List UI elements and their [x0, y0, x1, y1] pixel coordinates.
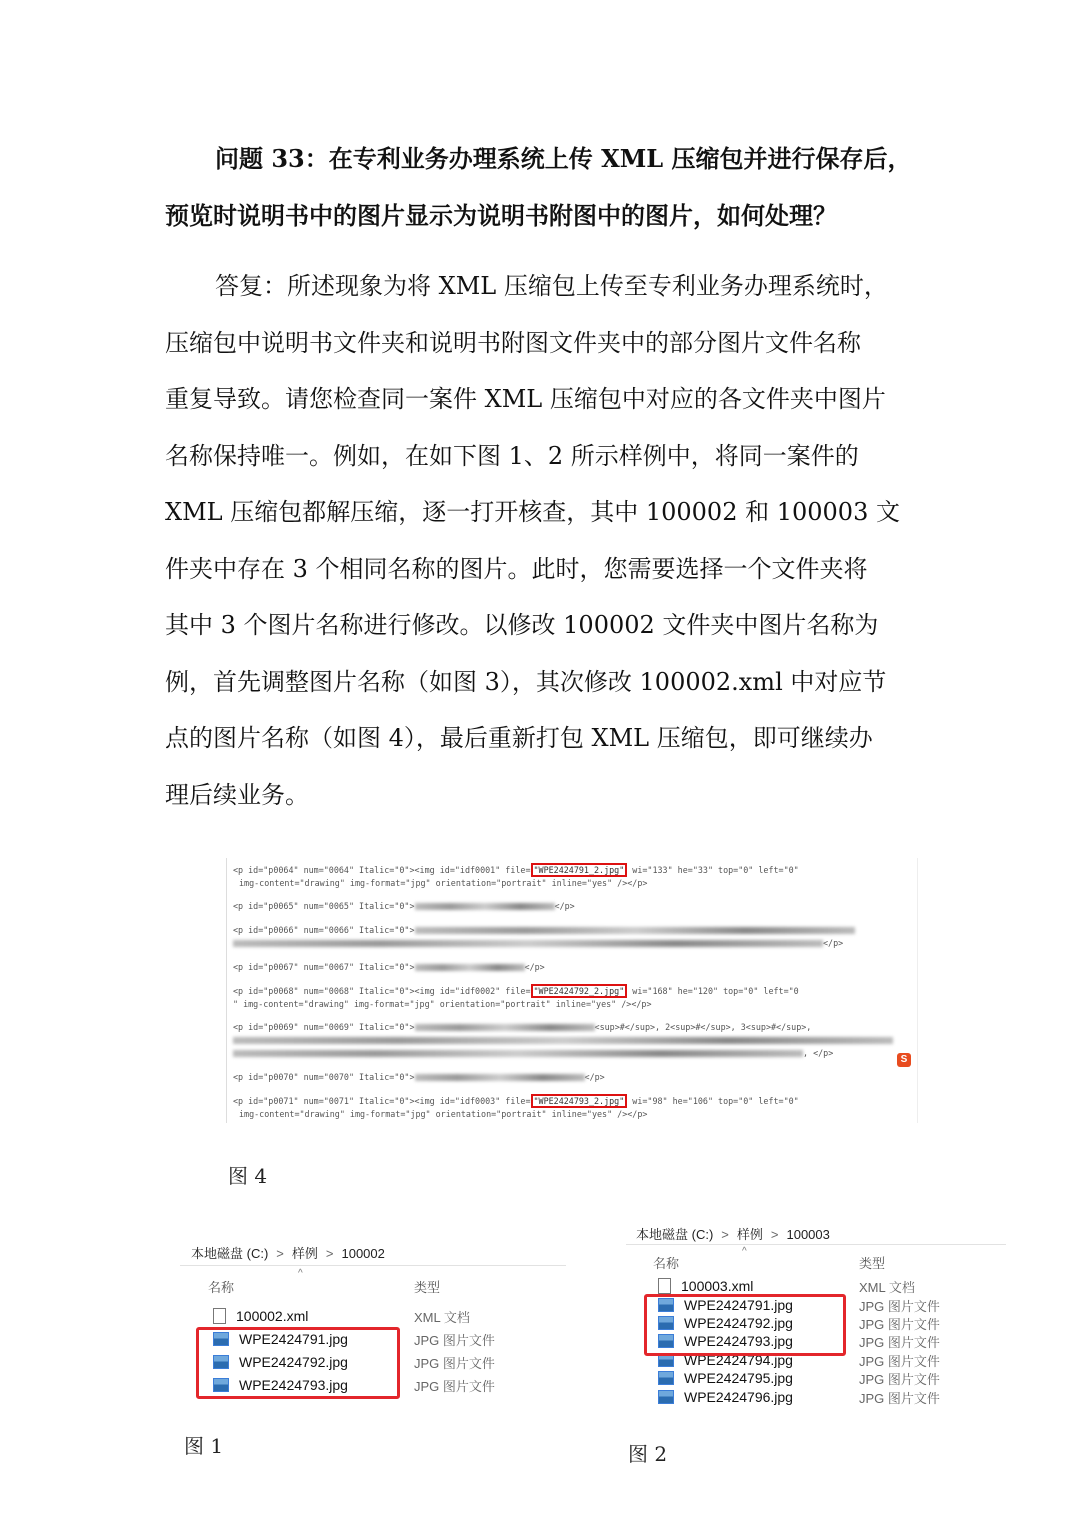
file-type: JPG 图片文件 [859, 1390, 940, 1406]
file-type: JPG 图片文件 [859, 1371, 940, 1387]
figure-caption: 图 4 [228, 1164, 268, 1188]
chevron-right-icon: > [276, 1246, 284, 1261]
file-name: WPE2424794.jpg [684, 1352, 793, 1368]
breadcrumb-item[interactable]: 100002 [341, 1246, 385, 1261]
file-row[interactable] [658, 1387, 793, 1407]
file-name: WPE2424791.jpg [239, 1331, 348, 1347]
code-line: <p id="p0071" num="0071" Italic="0"><img id="idf0003" file= "WPE2424793_2.jpg" wi="98" he="106" top="0" left="0" [233, 1096, 799, 1106]
sogou-ime-icon: S [897, 1053, 911, 1067]
chevron-right-icon: > [770, 1227, 779, 1242]
figure-caption: 图 1 [184, 1434, 224, 1458]
code-line: <p id="p0064" num="0064" Italic="0"><img id="idf0001" file= "WPE2424791_2.jpg" wi="133" he="33" top="0" left="0" [233, 865, 799, 875]
document-icon [213, 1308, 226, 1324]
answer-line: 名称保持唯一。例如，在如下图 1、2 所示样例中，将同一案件的 [165, 441, 859, 470]
code-line: </p> [233, 938, 843, 948]
file-type: XML 文档 [859, 1279, 915, 1295]
file-name: WPE2424795.jpg [684, 1370, 793, 1386]
breadcrumb-item[interactable]: 100003 [786, 1227, 830, 1242]
code-line [233, 1035, 893, 1045]
highlight-box [644, 1294, 846, 1356]
question-line-2: 预览时说明书中的图片显示为说明书附图中的图片，如何处理？ [165, 201, 837, 230]
explorer-window-100002 [180, 1236, 566, 1411]
file-type: JPG 图片文件 [859, 1316, 940, 1332]
answer-line: 例，首先调整图片名称（如图 3），其次修改 100002.xml 中对应节 [165, 667, 887, 696]
answer-line: 答复：所述现象为将 XML 压缩包上传至专利业务办理系统时， [215, 272, 888, 300]
column-header-type[interactable]: 类型 [414, 1280, 441, 1295]
code-line: <p id="p0066" num="0066" Italic="0"> [233, 925, 855, 935]
file-name: WPE2424792.jpg [684, 1315, 793, 1331]
file-name: 100002.xml [236, 1308, 309, 1324]
breadcrumb-item[interactable]: 本地磁盘 (C:) [636, 1227, 714, 1242]
file-name: 100003.xml [681, 1278, 754, 1294]
question-line-1: 问题 33：在专利业务办理系统上传 XML 压缩包并进行保存后， [215, 144, 912, 173]
file-name: WPE2424792.jpg [239, 1354, 348, 1370]
divider [180, 1265, 566, 1266]
answer-line: XML 压缩包都解压缩，逐一打开核查，其中 100002 和 100003 文 [165, 498, 900, 526]
highlight-box [196, 1327, 400, 1399]
sort-caret-icon: ^ [742, 1246, 747, 1257]
divider [626, 1244, 1006, 1245]
answer-line: 件夹中存在 3 个相同名称的图片。此时，您需要选择一个文件夹将 [165, 554, 868, 583]
file-name: WPE2424793.jpg [684, 1333, 793, 1349]
code-line: " img-content="drawing" img-format="jpg" orientation="portrait" inline="yes" /></p> [233, 999, 652, 1009]
answer-line: 重复导致。请您检查同一案件 XML 压缩包中对应的各文件夹中图片 [165, 385, 886, 413]
image-icon [658, 1390, 674, 1404]
file-row[interactable] [213, 1306, 308, 1326]
file-type: JPG 图片文件 [414, 1332, 495, 1348]
code-line: <p id="p0068" num="0068" Italic="0"><img id="idf0002" file= "WPE2424792_2.jpg" wi="168" he="120" top="0" left="0 [233, 986, 799, 996]
answer-paragraph [165, 258, 917, 823]
code-line: <p id="p0065" num="0065" Italic="0"> </p> [233, 901, 575, 911]
breadcrumb-item[interactable]: 本地磁盘 (C:) [191, 1246, 269, 1261]
file-type: JPG 图片文件 [414, 1378, 495, 1394]
file-type: JPG 图片文件 [859, 1334, 940, 1350]
answer-line: 理后续业务。 [165, 780, 309, 809]
column-header-name[interactable]: 名称 [208, 1280, 235, 1295]
breadcrumb [636, 1224, 830, 1243]
answer-line: 压缩包中说明书文件夹和说明书附图文件夹中的部分图片文件名称 [165, 328, 861, 357]
file-type: JPG 图片文件 [859, 1353, 940, 1369]
answer-line: 其中 3 个图片名称进行修改。以修改 100002 文件夹中图片名称为 [165, 611, 879, 639]
breadcrumb [191, 1243, 385, 1262]
highlighted-filename: "WPE2424792_2.jpg" [531, 984, 628, 998]
breadcrumb-item[interactable]: 样例 [291, 1246, 318, 1261]
highlighted-filename: "WPE2424791_2.jpg" [531, 863, 628, 877]
chevron-right-icon: > [325, 1246, 334, 1261]
file-name: WPE2424791.jpg [684, 1297, 793, 1313]
column-header-type[interactable]: 类型 [859, 1256, 886, 1271]
column-header-name[interactable]: 名称 [653, 1256, 680, 1271]
code-line: <p id="p0070" num="0070" Italic="0"> </p> [233, 1072, 605, 1082]
sort-caret-icon: ^ [298, 1268, 303, 1279]
figure-caption: 图 2 [628, 1442, 668, 1466]
explorer-window-100003 [626, 1218, 1006, 1412]
breadcrumb-item[interactable]: 样例 [736, 1227, 763, 1242]
file-row[interactable] [658, 1276, 753, 1296]
answer-line: 点的图片名称（如图 4），最后重新打包 XML 压缩包，即可继续办 [165, 724, 873, 752]
code-line: , </p> [233, 1048, 833, 1058]
question-heading [165, 130, 917, 244]
file-row[interactable] [658, 1368, 793, 1388]
document-icon [658, 1278, 671, 1294]
code-line: <p id="p0067" num="0067" Italic="0"> </p> [233, 962, 545, 972]
file-name: WPE2424796.jpg [684, 1389, 793, 1405]
chevron-right-icon: > [721, 1227, 729, 1242]
code-line: <p id="p0069" num="0069" Italic="0"> <sup>#</sup>, 2<sup>#</sup>, 3<sup>#</sup>, [233, 1022, 812, 1032]
image-icon [658, 1371, 674, 1385]
file-type: JPG 图片文件 [859, 1298, 940, 1314]
file-name: WPE2424793.jpg [239, 1377, 348, 1393]
file-type: JPG 图片文件 [414, 1355, 495, 1371]
file-type: XML 文档 [414, 1309, 470, 1325]
highlighted-filename: "WPE2424793_2.jpg" [531, 1094, 628, 1108]
xml-code-screenshot [226, 858, 918, 1123]
code-line: img-content="drawing" img-format="jpg" orientation="portrait" inline="yes" /></p> [239, 878, 648, 888]
code-line: img-content="drawing" img-format="jpg" orientation="portrait" inline="yes" /></p> [239, 1109, 648, 1119]
